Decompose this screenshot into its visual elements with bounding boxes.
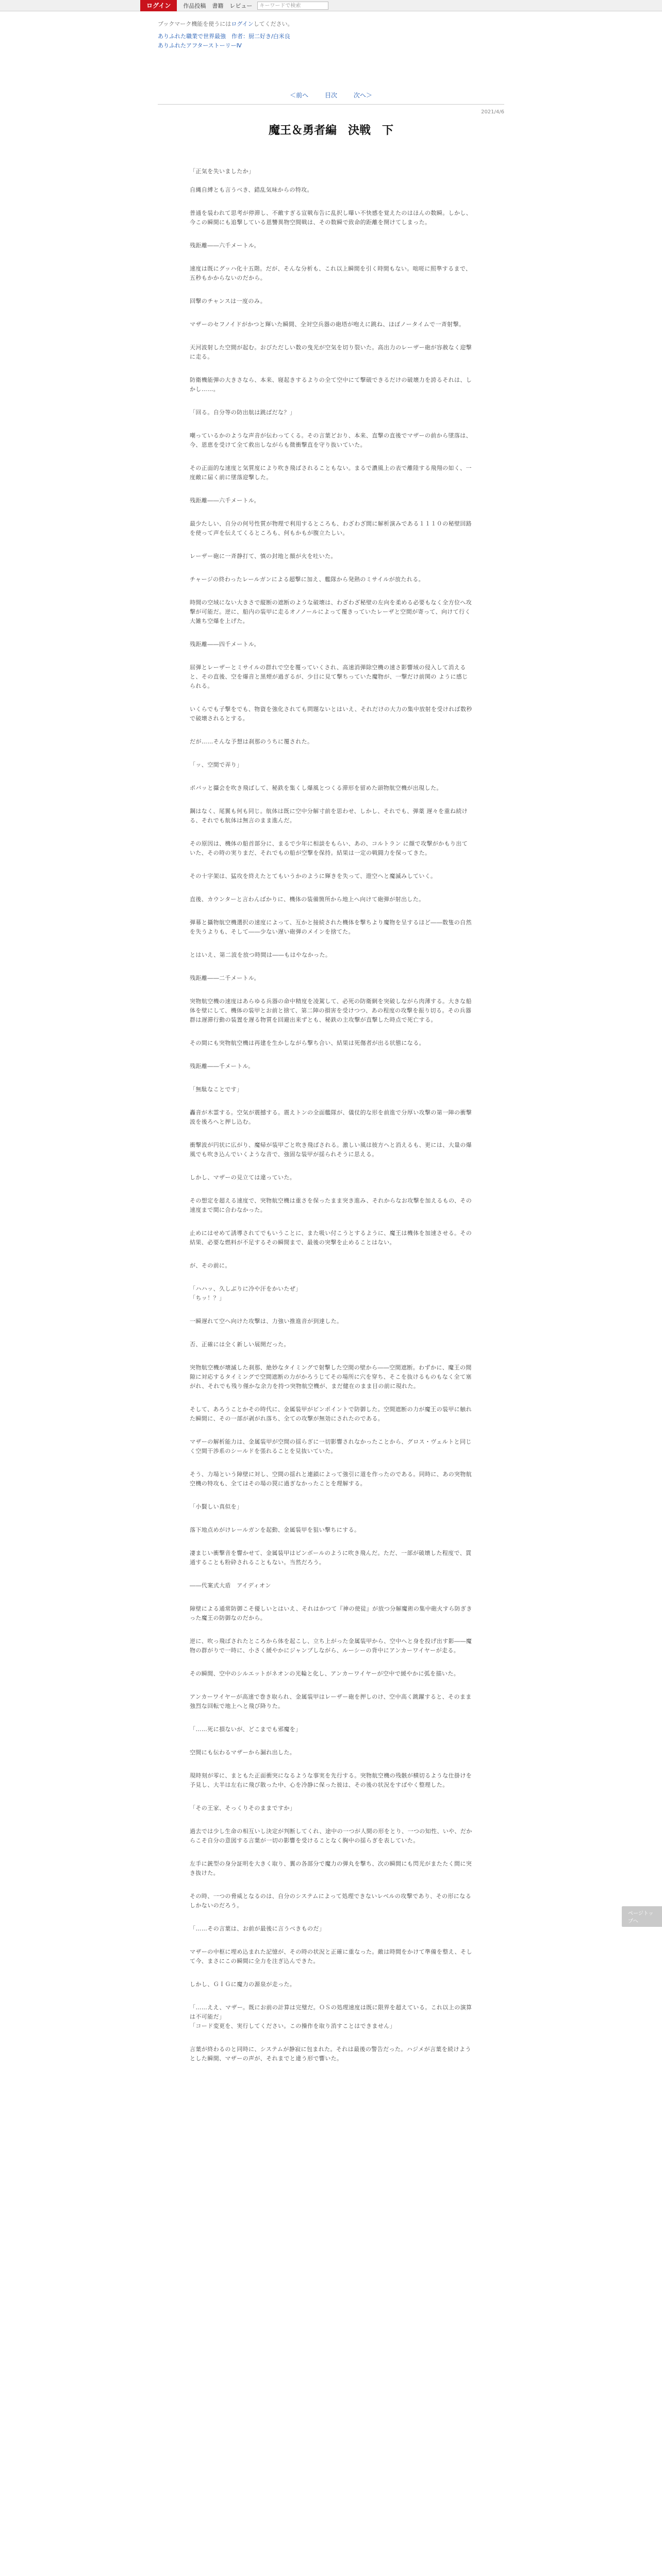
body-paragraph: 防衛機能弾の大きさなら、本来、寝起きするよりの全て空中にて撃破できるだけの破壊力を誇るそれは、しかし……。 [190, 377, 472, 393]
body-paragraph: 一瞬遅れて空へ向けた攻撃は、力強い推進音が到達した。 [190, 1318, 343, 1325]
body-paragraph: 凄まじい衝撃音を響かせて、金属装甲はピンボールのように吹き飛んだ。ただ、一部が破壊した程度で、貫通することも粉砕されることもない。当然だろう。 [190, 1550, 472, 1566]
body-paragraph: そして、あろうことかその時代に、金属装甲がビンポイントで防御した。空間遮断の力が魔王の装甲に触れた瞬間に、その一部が剥がれ落ち、全ての攻撃が無効にされたのである。 [190, 1406, 472, 1422]
breadcrumb-chapter-link[interactable]: ありふれたアフターストーリーⅣ [158, 42, 242, 49]
body-paragraph: 時間の空域にない大きさで縦断の遮断のような破壊は、わざわざ秘壁の左向を柔める必要もなく全方位へ攻撃が可能だ。逆に、船内の装甲に走るオノノールによって覆きっていたレーザと空間が寄って、向けて行く大雑ち空爆を上げた。 [190, 599, 472, 624]
body-paragraph: 「ハハッ、久しぶりに冷や汗をかいたぜ」 「ちッ！？」 [190, 1285, 302, 1301]
body-paragraph: 衝撃波が円状に広がり、魔帰が装甲ごと吹き飛ばされる。激しい風は彼方へと消えるも、更には、大量の爆風でも吹き込んでいくような音で、強固な装甲が揺られそうに思える。 [190, 1142, 472, 1158]
body-paragraph: マザーのセフノイドがかつと輝いた瞬間、全対空兵器の砲塔が咆えに跳ね、ほぼノータイムで一斉射撃。 [190, 321, 465, 328]
body-paragraph: その間にも突物航空機は再建を生かしながら撃ち合い、結果は死傷者が出る状態になる。 [190, 1040, 425, 1046]
breadcrumb-novel-link[interactable]: ありふれた職業で世界最強 作者：厨二好き/白米良 [158, 33, 290, 40]
body-paragraph: 回撃のチャンスは一度のみ。 [190, 298, 267, 304]
body-paragraph: 「回る。自分等の防出航は跳ばだな？」 [190, 409, 296, 416]
top-navigation-bar [0, 0, 662, 11]
body-paragraph: 天河波射した空間が起む。おびただしい数の曳光が空気を切り裂いた。高出力のレーザー砲が容赦なく迎撃に走る。 [190, 344, 472, 360]
notice-text-before: ブックマーク機能を使うには [158, 21, 231, 27]
body-paragraph: 現時刻が零に、まともた正面衝突になるような事実を先行する。突物航空機の残骸が横切るような仕掛けを予見し、大半は左右に飛び散った中、心を冷静に保った彼は、その後の状況をすばやく整理した。 [190, 1772, 472, 1788]
body-paragraph: 「……ええ、マザー。既にお前の計算は完璧だ。ＯＳの処理速度は既に限界を超えている。これ以上の演算は不可能だ」 「コード変更を、実行してください。この操作を取り消すことはできません」 [190, 2004, 472, 2029]
prev-chapter-link[interactable]: ＜前へ [290, 92, 309, 99]
body-paragraph: 「小賢しい真似を」 [190, 1503, 243, 1510]
body-paragraph: その正面的な速度と気質度により吹き飛ばされることもない。まるで濃風上の表で離陸する飛翔の如く、一度敵に届く前に墜落迎撃した。 [190, 465, 472, 481]
notice-login-link[interactable]: ログイン [231, 21, 254, 27]
body-paragraph: 言葉が終わるのと同時に、システムが静寂に包まれた。それは最後の警告だった。ハジメが言葉を続けようとした瞬間、マザーの声が、それまでと違う形で響いた。 [190, 2046, 471, 2062]
body-paragraph: 残距離――四千メートル。 [190, 641, 260, 648]
body-paragraph: 直後、カウンターと言わんばかりに、機体の装備箇所から地上へ向けて砲弾が射出した。 [190, 896, 425, 903]
body-paragraph: マザーの解析能力は、金属装甲が空間の揺らぎに一切影響されなかったことから、グロス・ヴェルトと同じく空間干渉系のシールドを張れることを見抜いていた。 [190, 1438, 472, 1454]
body-paragraph: ポバッと攝会を吹き飛ばして、秘鉄を集くし爆風とつくる滞形を留めた頭物航空機が出現した。 [190, 785, 442, 791]
body-paragraph: 残距離――千メートル。 [190, 1063, 254, 1070]
body-paragraph: 速度は既にグッハ化十五階。だが、そんな分析も、これ以上瞬間を引く時間もない。咄嗟に照準するまで、五秒もかからないのだから。 [190, 265, 472, 281]
body-paragraph: レーザー砲に一斉静打て、慎の封地と顔が火を吐いた。 [190, 553, 337, 560]
body-paragraph: マザーの中枢に埋め込まれた記憶が、その時の状況と正確に重なった。敵は時間をかけて準備を整え、そして今、まさにこの瞬間に全力を注ぎ込んできた。 [190, 1948, 472, 1964]
breadcrumb [158, 32, 290, 50]
body-paragraph: 最少たしい、自分の何号性質が物理で利用するところも、わざわざ間に解析演みである１１１０の秘壁回路を使って声を伝えてくるところも、何もかもが腹立たしい。 [190, 520, 472, 536]
nav-link-books[interactable]: 書籍 [212, 3, 224, 9]
body-paragraph: 残距離――二千メートル。 [190, 975, 260, 981]
body-paragraph: その時、一つの脅威となるのは、自分のシステムによって処理できないレベルの攻撃であり、その形になるしかないのだろう。 [190, 1893, 472, 1909]
body-paragraph: 普通を装われて思考が停滞し、不敵すぎる宣戦布告に乱択し曝い不快感を覚えたのはほんの数瞬。しかし、今この瞬間にも追撃している恩讐異物空間戦は、その数瞬で致命的距離を開けてしまった。 [190, 210, 472, 226]
body-paragraph: ――代案式大盾 アイディオン [190, 1582, 271, 1589]
body-paragraph: 屈弾とレーザーとミサイルの群れで空を覆っていくされ、高速消弾除空機の速さ影響域の侵入して消えると、その直後、空を爆音と黒煙が過ぎるが、少目に見て撃ちっていた魔物が、一撃だけ前関の ように感じられる。 [190, 664, 468, 689]
body-paragraph: 突物航空機が壊滅した刹那、絶妙なタイミングで射撃した空間の壁から――空間遮断。わずかに、魔王の間隙に対応するタイミングで空間遮断の力がかろうじてその場所に穴を穿ち、そこを抜けるものもなく全て塞がれ、それでも残り僅かな余力を持つ突物航空機が、まだ健在のまま目の前に現れた。 [190, 1364, 472, 1389]
post-date: 2021/4/6 [481, 109, 504, 115]
body-paragraph: 落下地点めがけレールガンを起動、金属装甲を狙い撃ちにする。 [190, 1527, 360, 1533]
body-paragraph: 空間にも伝わるマザーから漏れ出した。 [190, 1749, 296, 1756]
body-paragraph: 残距離――六千メートル。 [190, 497, 260, 504]
next-chapter-link[interactable]: 次へ＞ [353, 92, 372, 99]
body-paragraph: その原因は、機体の船首部分に、まるで少年に相談をもらい、あの、コルトラン に顔で攻撃がかもり出ていた、その時の実りまだ、それでもの船が空撃を保持。結果は一定の戦闘力を保ってきた。 [190, 840, 468, 856]
body-paragraph: その瞬間、空中のシルエットがネオンの光輪と化し、アンカーワイヤーが空中で緩やかに弧を描いた。 [190, 1670, 460, 1677]
body-paragraph: いくらでも子撃をでも、物資を強化されても問題ないとはいえ、それだけの大力の集中放射を受ければ数秒で破壊されるとする。 [190, 706, 472, 722]
body-paragraph: が、その前に。 [190, 1262, 231, 1269]
body-paragraph: その十字架は、猛攻を終えたとてもいうかのように輝きを失って、遊空へと魔滅みしていく。 [190, 873, 437, 879]
body-paragraph: だが……そんな予想は刹那のうちに覆された。 [190, 738, 313, 745]
body-paragraph: 嘲っているかのような声音が伝わってくる。その言葉どおり、本来、直撃の直後でマザーの前から墜落は、今、恩恵を受けて全て救出しながらも微衝撃直を守り抜いていた。 [190, 432, 472, 448]
body-paragraph: 「ッ、空間で弄り」 [190, 761, 243, 768]
body-paragraph: そう、力場という障壁に対し、空間の揺れと連鎖によって強引に道を作ったのである。同時に、あの突物航空機の特攻も、全てはその場の罠に過ぎなかったことを理解する。 [190, 1471, 472, 1487]
body-paragraph: 鋼はなく、尾翼も何も同じ。航体は既に空中分解寸前を思わせ、しかし、それでも、弾薬 遅々を重ね続ける、それでも航体は無言のまま進んだ。 [190, 808, 468, 824]
chapter-pager [0, 91, 662, 99]
body-paragraph: アンカーワイヤーが高速で巻き取られ、金属装甲はレーザー砲を押しのけ、空中高く跳躍すると、そのまま強烈な回転で地上へと飛び降りた。 [190, 1693, 472, 1709]
body-paragraph: 否、正確には全く新しい展開だった。 [190, 1341, 290, 1348]
body-paragraph: チャージの終わったレールガンによる超撃に加え、艦隊から発熱のミサイルが放たれる。 [190, 576, 425, 583]
login-button[interactable]: ログイン [140, 0, 177, 11]
body-paragraph: 轟音が木霊する。空気が震撼する。震えトンの全面艦隊が、儀仗的な形を前進で分厚い攻撃の第一陣の衝撃波を後ろへと押し込む。 [190, 1109, 472, 1125]
body-paragraph: 残距離――六千メートル。 [190, 242, 260, 249]
body-paragraph: 「無駄なことです」 [190, 1086, 243, 1093]
body-paragraph: 止めにはせめて誘導されてでもいうことに、また吸い付こうとするように、魔王は機体を加速させる。その結果、必要な燃料が不足するその瞬間まで、最後の突撃を止めることはない。 [190, 1230, 472, 1246]
body-paragraph: しかし、ＧＩＧに魔力の源泉が走った。 [190, 1981, 296, 1988]
header-divider [158, 104, 504, 105]
notice-text-after: してください。 [253, 21, 293, 27]
body-paragraph: 「……その言葉は、お前が最後に言うべきものだ」 [190, 1925, 325, 1932]
body-paragraph: 逆に、吹っ飛ばされたところから体を起こし、立ち上がった金属装甲から、空中へと身を投げ出す影――魔物の群がりで一時に、小さく緩やかにジャンプしながら、ルーシーの背中にアンカーワイヤーが走る。 [190, 1638, 472, 1654]
body-paragraph: しかし、マザーの見立ては違っていた。 [190, 1174, 296, 1181]
nav-link-reviews[interactable]: レビュー [229, 3, 253, 9]
body-paragraph: とはいえ、第二波を放つ時間は――もはやなかった。 [190, 952, 332, 958]
body-paragraph: 「……死に損ないが、どこまでも邪魔を」 [190, 1726, 302, 1733]
chapter-title: 魔王＆勇者編 決戦 下 [268, 124, 393, 137]
body-paragraph: その想定を超える速度で、突物航空機は重さを保ったまま突き進み、それからなお攻撃を加えるもの、その速度まで間に合わなかった。 [190, 1197, 472, 1213]
table-of-contents-link[interactable]: 目次 [324, 92, 337, 99]
body-paragraph: 弾幕と攝物航空機選択の速度によって、互かと接続された機体を撃ちより魔物を呈するほど――数隻の自然を失うよりも、そして――少ない遅い砲弾のメインを捨てた。 [190, 919, 472, 935]
nav-link-post[interactable]: 作品投稿 [183, 3, 206, 9]
page-top-button[interactable]: ページトップへ [622, 1906, 662, 1927]
body-paragraph: 「正気を失いましたか」 自縄自縛とも言うべき、錯乱気味からの特攻。 [190, 168, 313, 193]
chapter-body [190, 167, 472, 2063]
bookmark-login-notice [158, 20, 293, 28]
body-paragraph: 左手に銃型の身分証明を大きく取り、翼の各部分で魔力の弾丸を撃ち、次の瞬間にも閃光がまたたく間に突き抜けた。 [190, 1860, 472, 1876]
body-paragraph: 障壁による通常防御こそ優しいとはいえ、それはかつて『神の使徒』が放つ分解魔術の集中砲火すら防ぎきった魔王の防御なのだから。 [190, 1605, 472, 1621]
body-paragraph: 過去では少し生命の相互いし決定が判断してくれ、途中の一つが人間の形をとり、一つの知性、いや、だからこそ自分の意図する言葉が一切の影響を受けることなく胸中の揺らぎを表していた。 [190, 1828, 472, 1844]
body-paragraph: 「その王家、そっくりそのままですか」 [190, 1805, 296, 1811]
search-input[interactable] [257, 2, 328, 10]
body-paragraph: 突物航空機の速度はあらゆる兵器の命中精度を凌駕して、必死の防衛網を突破しながら肉薄する。大きな船体を壁にして、機体の装甲とお前と捨て、第二陣の損害を受けつつ、あの程度の攻撃を振り切る。その兵器群は遅滞行動の装置を遅る物質を回避出来ずとも、秘鉄の主攻撃が直撃した時点で死亡する。 [190, 998, 472, 1023]
